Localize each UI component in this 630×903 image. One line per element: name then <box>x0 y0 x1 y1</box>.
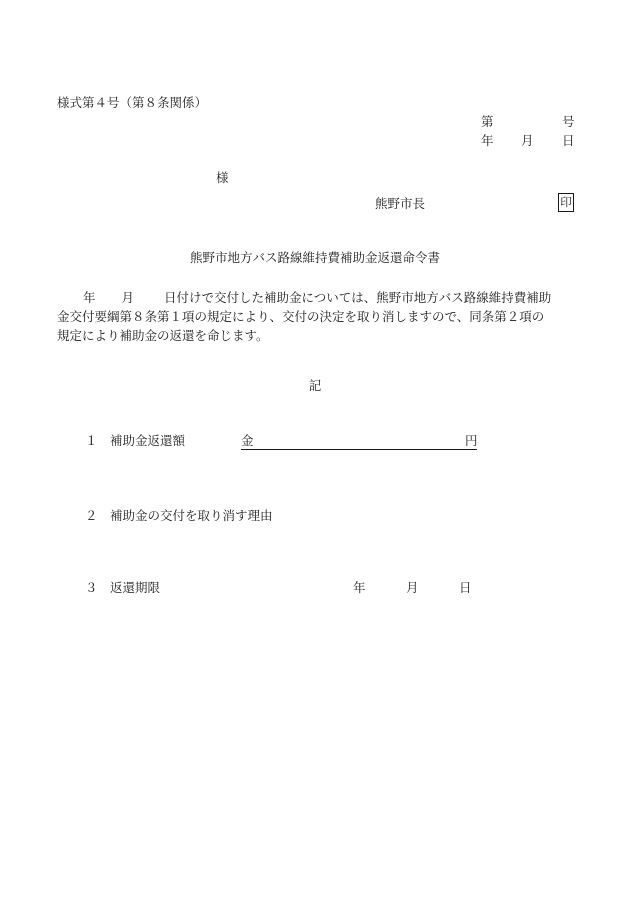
body-line-3: 規定により補助金の返還を命じます。 <box>57 328 269 343</box>
issue-date-year: 年 <box>481 133 494 148</box>
amount-prefix: 金 <box>241 433 254 448</box>
seal-stamp: 印 <box>558 193 574 212</box>
deadline-day: 日 <box>459 580 472 595</box>
form-number: 様式第４号（第８条関係） <box>57 95 208 110</box>
item-2-number: ２ <box>85 508 98 523</box>
doc-number-dai: 第 <box>481 114 494 129</box>
body-line-2: 金交付要綱第８条第１項の規定により、交付の決定を取り消しますので、同条第２項の <box>57 309 545 324</box>
item-3-label: 返還期限 <box>110 580 161 595</box>
deadline-year: 年 <box>353 580 366 595</box>
issue-date-day: 日 <box>562 133 575 148</box>
item-3-number: ３ <box>85 580 98 595</box>
doc-number-go: 号 <box>562 114 575 129</box>
item-2-label: 補助金の交付を取り消す理由 <box>110 508 273 523</box>
item-1-label: 補助金返還額 <box>110 433 186 448</box>
issue-date-month: 月 <box>521 133 534 148</box>
body-year: 年 <box>83 290 96 305</box>
body-paragraph <box>57 288 577 345</box>
amount-underline <box>241 432 477 450</box>
deadline-month: 月 <box>406 580 419 595</box>
body-month: 月 <box>121 290 135 305</box>
ki-heading: 記 <box>308 378 322 393</box>
addressee-honorific: 様 <box>216 170 229 185</box>
sender-name: 熊野市長 <box>375 196 426 211</box>
amount-suffix: 円 <box>465 433 478 448</box>
body-line-1-rest: 日付けで交付した補助金については、熊野市地方バス路線維持費補助 <box>164 290 552 305</box>
item-1-number: １ <box>85 433 98 448</box>
document-title: 熊野市地方バス路線維持費補助金返還命令書 <box>189 250 440 265</box>
body-line-1 <box>57 288 577 307</box>
